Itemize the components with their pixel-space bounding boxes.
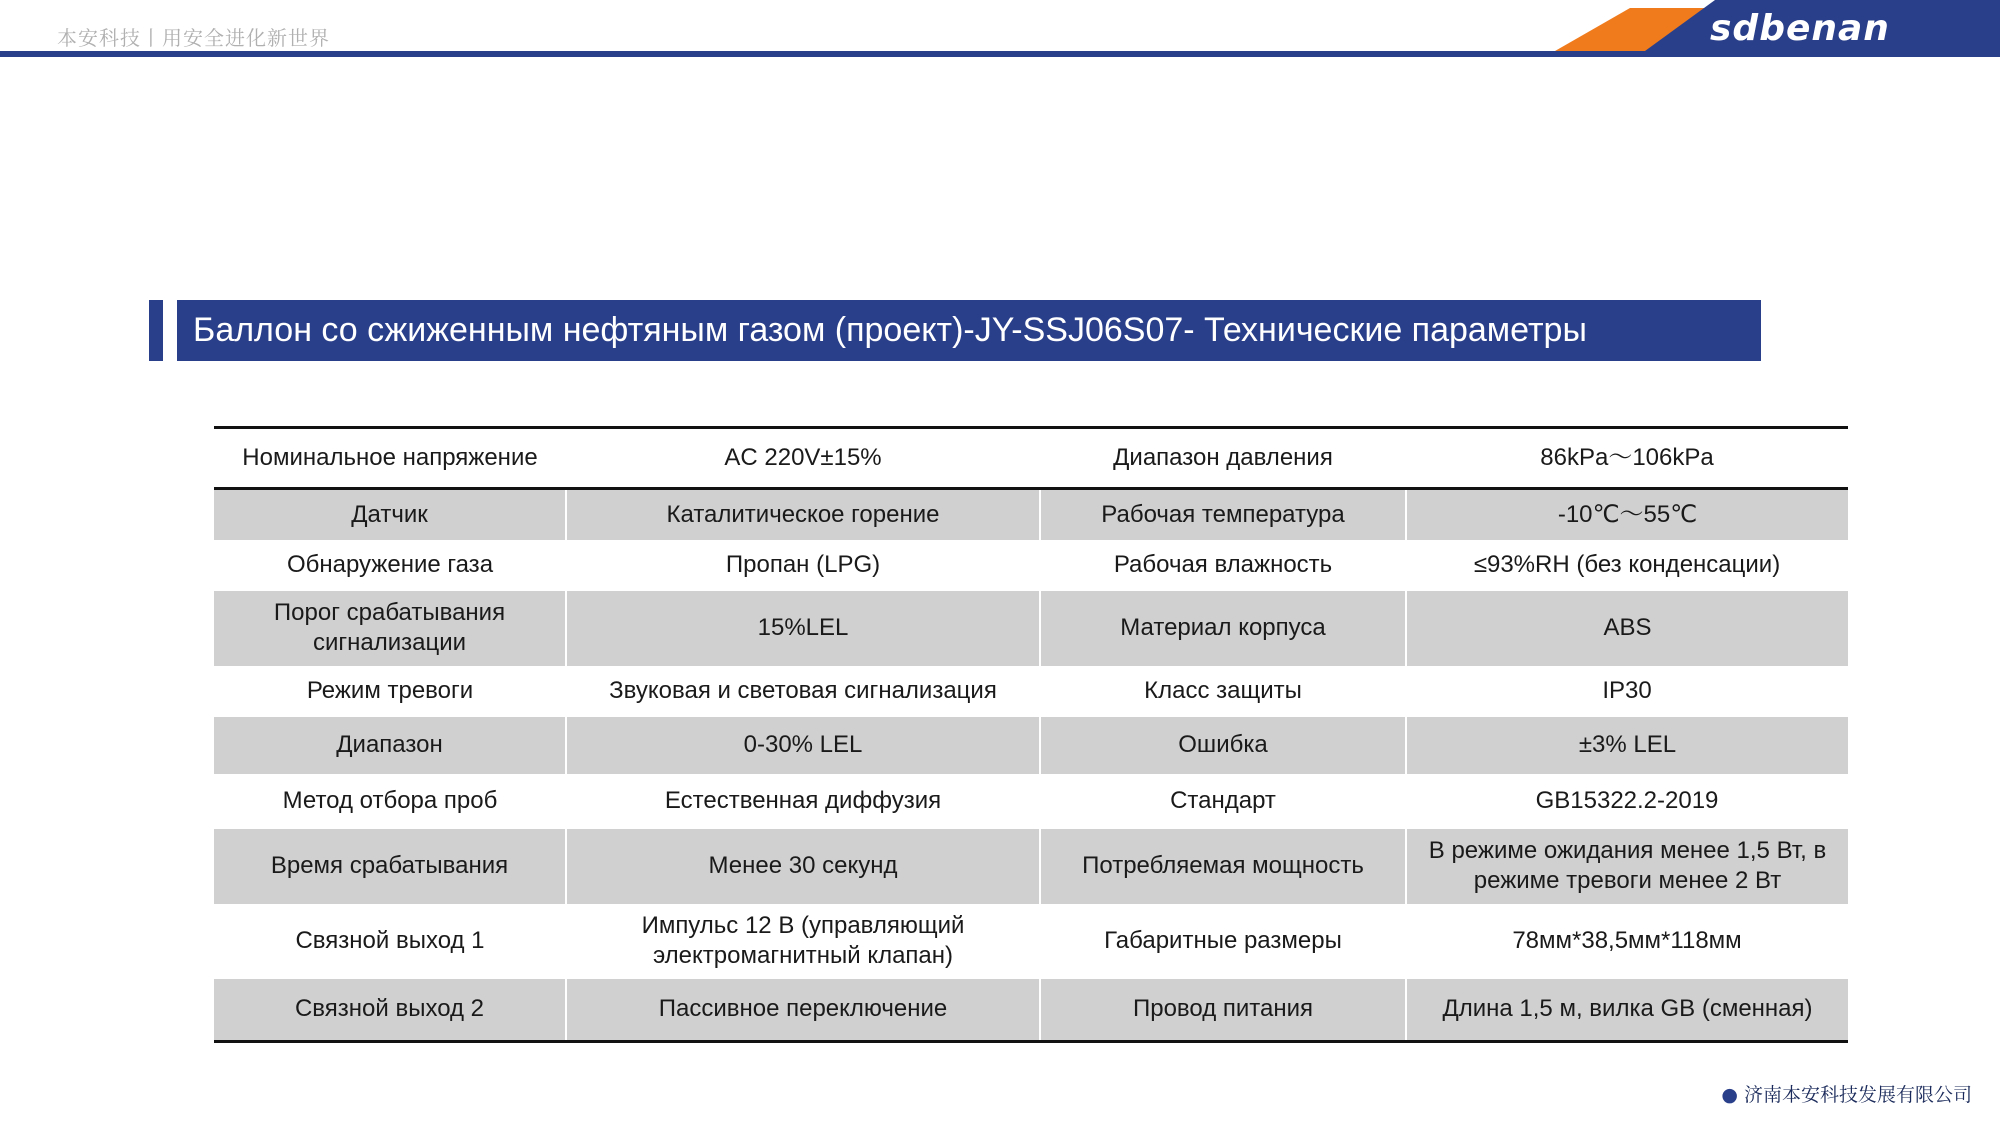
param-value: 15%LEL (566, 591, 1040, 666)
spec-table (214, 426, 1848, 1043)
param-value: ABS (1406, 591, 1848, 666)
param-name: Связной выход 2 (214, 979, 566, 1042)
title-accent-bar (149, 300, 163, 361)
param-value: Менее 30 секунд (566, 829, 1040, 904)
param-name: Метод отбора проб (282, 787, 498, 814)
param-name: Диапазон (214, 717, 566, 774)
table-row (214, 774, 1848, 829)
param-value: Длина 1,5 м, вилка GB (сменная) (1406, 979, 1848, 1042)
param-value: Пропан (LPG) (725, 551, 881, 578)
table-row (214, 540, 1848, 591)
table-row (214, 979, 1848, 1042)
table-row (214, 717, 1848, 774)
param-name: Габаритные размеры (1104, 927, 1342, 954)
table-row (214, 666, 1848, 717)
param-name: Класс защиты (1144, 677, 1302, 704)
param-value: IP30 (1602, 677, 1652, 704)
param-name: Обнаружение газа (286, 551, 494, 578)
param-value: 78мм*38,5мм*118мм (1512, 927, 1742, 954)
table-row (214, 904, 1848, 979)
bullet-dot-icon: ● (1721, 1084, 1738, 1106)
table-row (214, 428, 1848, 489)
param-name: Время срабатывания (214, 829, 566, 904)
param-value: ≤93%RH (без конденсации) (1473, 551, 1781, 578)
param-value: Каталитическое горение (566, 489, 1040, 540)
param-name: Рабочая температура (1040, 489, 1406, 540)
table-row (214, 829, 1848, 904)
param-name: Потребляемая мощность (1040, 829, 1406, 904)
footer-company (1721, 1080, 1972, 1107)
param-value: Естественная диффузия (664, 787, 942, 814)
param-value: ±3% LEL (1406, 717, 1848, 774)
param-name: Диапазон давления (1040, 428, 1406, 489)
param-name: Датчик (214, 489, 566, 540)
param-value: -10℃～55℃ (1406, 489, 1848, 540)
param-name: Связной выход 1 (295, 927, 485, 954)
brand-logo-text: sdbenan (1710, 8, 1890, 49)
header-tagline: 本安科技丨用安全进化新世界 (57, 26, 330, 50)
param-value: AC 220V±15% (566, 428, 1040, 489)
param-value: Звуковая и световая сигнализация (609, 677, 997, 704)
param-name: Режим тревоги (306, 677, 474, 704)
param-name: Стандарт (1170, 787, 1276, 814)
param-name: Номинальное напряжение (214, 428, 566, 489)
table-row (214, 489, 1848, 540)
param-value: 86kPa～106kPa (1406, 428, 1848, 489)
param-name: Порог срабатывания сигнализации (214, 591, 566, 666)
param-value: GB15322.2-2019 (1535, 787, 1719, 814)
param-value: 0-30% LEL (566, 717, 1040, 774)
param-value: Импульс 12 В (управляющий электромагнитный клапан) (641, 912, 965, 969)
param-value: В режиме ожидания менее 1,5 Вт, в режиме тревоги менее 2 Вт (1406, 829, 1848, 904)
param-name: Провод питания (1040, 979, 1406, 1042)
footer-company-name: 济南本安科技发展有限公司 (1743, 1084, 1972, 1106)
param-name: Ошибка (1040, 717, 1406, 774)
table-row (214, 591, 1848, 666)
param-name: Материал корпуса (1040, 591, 1406, 666)
page-title: Баллон со сжиженным нефтяным газом (проект)-JY-SSJ06S07- Технические параметры (177, 300, 1761, 361)
param-value: Пассивное переключение (566, 979, 1040, 1042)
param-name: Рабочая влажность (1113, 551, 1333, 578)
